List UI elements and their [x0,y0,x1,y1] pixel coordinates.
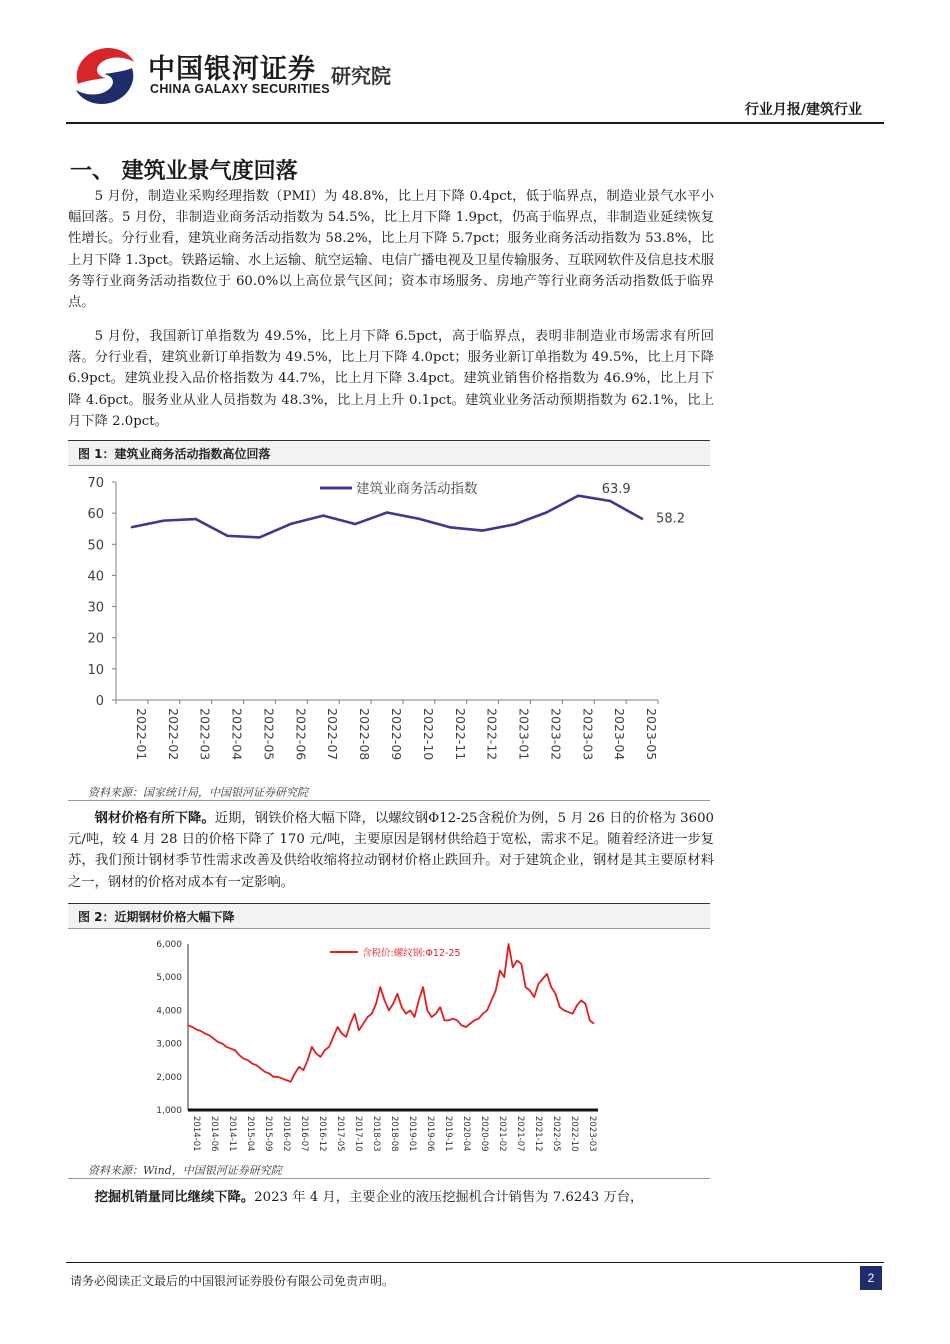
series-line [132,496,642,538]
data-point [258,536,260,538]
data-point [290,523,292,525]
data-point [195,518,197,520]
x-tick-label: 2023-03 [587,1116,597,1152]
x-tick-label: 2022-09 [389,708,404,761]
figure2-title: 图 2：近期钢材价格大幅下降 [78,910,235,924]
excavator-body: 2023 年 4 月，主要企业的液压挖掘机合计销售为 7.6243 万台， [254,1190,644,1205]
y-tick-label: 70 [87,476,104,491]
x-tick-label: 2016-07 [299,1116,309,1152]
y-tick-label: 10 [87,662,104,678]
x-tick-label: 2021-12 [533,1116,543,1152]
data-point [386,511,388,513]
data-point [513,523,515,525]
x-tick-label: 2014-01 [191,1116,201,1152]
x-tick-label: 2022-01 [133,708,149,761]
figure2-bottom-rule [68,1178,710,1179]
x-tick-label: 2022-05 [551,1116,561,1152]
x-tick-label: 2020-04 [461,1116,471,1152]
x-tick-label: 2022-10 [569,1116,579,1152]
legend-label: 建筑业商务活动指数 [356,481,478,497]
data-point [577,495,579,497]
x-tick-label: 2018-03 [371,1116,381,1152]
footer-rule [66,1262,884,1263]
x-tick-label: 2022-12 [484,708,500,761]
x-tick-label: 2015-04 [245,1116,255,1152]
x-tick-label: 2021-07 [515,1116,525,1152]
steel-body: 近期，钢铁价格大幅下降，以螺纹钢Φ12-25含税价为例，5 月 26 日的价格为 3600 元/吨，较 4 月 28 日的价格下降了 170 元/吨，主要原因是钢材供给趋于宽松，需求不足。随着经济进一步复苏，我们预计钢材季节性需求改善及供给收缩将拉动钢材价格止跌回升。对于建筑企业，钢材是其主要原材料之一，钢材的价格对成本有一定影响。 [68,811,715,890]
x-tick-label: 2019-01 [407,1116,417,1152]
excavator-lead: 挖掘机销量同比继续下降。 [94,1190,255,1205]
x-tick-label: 2022-10 [420,708,436,761]
construction-pmi-chart [68,466,710,784]
x-tick-label: 2015-09 [263,1116,273,1152]
company-logo-icon [70,40,140,112]
paragraph-new-orders: 5 月份，我国新订单指数为 49.5%，比上月下降 6.5pct，高于临界点，表明非制造业市场需求有所回落。分行业看，建筑业新订单指数为 49.5%，比上月下降 4.0pct；服务业新订单指数为 49.5%，比上月下降 6.9pct。建筑业投入品价格指数为 44.7%，比上月下降 3.4pct。建筑业销售价格指数为 46.9%，比上月下降 4.6pct。服务业从业人员指数为 48.3%，比上月上升 0.1pct。建筑业业务活动预期指数为 62.1%，比上月下降 2.0pct。 [68,329,714,429]
legend-label: 含税价:螺纹钢:Φ12-25 [362,948,461,959]
x-tick-label: 2022-05 [261,708,277,761]
figure1-bottom-rule [68,800,710,801]
page-number: 2 [860,1266,882,1290]
data-point [163,519,165,521]
y-tick-label: 40 [87,569,104,585]
x-tick-label: 2017-10 [353,1116,363,1152]
data-point [609,500,611,502]
x-tick-label: 2018-08 [389,1116,399,1152]
x-tick-label: 2022-02 [165,708,181,761]
steel-price-chart [130,932,620,1160]
x-tick-label: 2014-11 [227,1116,237,1152]
x-tick-label: 2023-01 [516,708,532,761]
data-label: 58.2 [656,511,686,527]
figure2-title-bar [68,903,710,929]
footer-disclaimer: 请务必阅读正文最后的中国银河证券股份有限公司免责声明。 [70,1274,395,1288]
institute-name: 研究院 [331,64,391,88]
y-tick-label: 30 [87,600,104,616]
x-tick-label: 2016-02 [281,1116,291,1152]
report-type: 行业月报/建筑行业 [744,102,862,118]
x-tick-label: 2016-12 [317,1116,327,1152]
y-tick-label: 60 [87,507,104,523]
company-name-en: CHINA GALAXY SECURITIES [150,82,330,96]
data-point [450,526,452,528]
x-tick-label: 2022-04 [229,708,245,761]
data-point [226,535,228,537]
x-tick-label: 2023-02 [548,708,564,761]
data-point [545,511,547,513]
x-tick-label: 2020-09 [479,1116,489,1152]
x-tick-label: 2022-07 [325,708,341,761]
x-tick-label: 2022-11 [452,708,468,761]
figure1-title-bar [68,440,710,466]
x-tick-label: 2019-06 [425,1116,435,1152]
data-point [418,518,420,520]
y-tick-label: 50 [87,538,104,554]
section-heading: 一、 建筑业景气度回落 [70,159,298,184]
figure1-source: 资料来源：国家统计局，中国银河证券研究院 [88,786,308,799]
figure2-source: 资料来源：Wind，中国银河证券研究院 [88,1164,282,1177]
x-tick-label: 2019-11 [443,1116,453,1152]
y-tick-label: 0 [95,694,104,709]
y-tick-label: 2,000 [156,1072,182,1083]
y-tick-label: 20 [87,631,104,647]
data-point [481,529,483,531]
x-tick-label: 2022-08 [357,708,373,761]
paragraph-pmi: 5 月份，制造业采购经理指数（PMI）为 48.8%，比上月下降 0.4pct，低于临界点，制造业景气水平小幅回落。5 月份，非制造业商务活动指数为 54.5%，比上月下降 1.9pct，仍高于临界点，非制造业延续恢复性增长。分行业看，建筑业商务活动指数为 58.2%，比上月下降 5.7pct；服务业商务活动指数为 53.8%，比上月下降 1.3pct。铁路运输、水上运输、航空运输、电信广播电视及卫星传输服务、互联网软件及信息技术服务等行业商务活动指数位于 60.0%以上高位景气区间；资本市场服务、房地产等行业商务活动指数低于临界点。 [68,189,714,311]
x-tick-label: 2022-03 [197,708,213,761]
steel-lead: 钢材价格有所下降。 [94,811,215,826]
header-rule [66,122,884,124]
data-point [641,518,643,520]
y-tick-label: 1,000 [156,1106,182,1116]
data-point [354,523,356,525]
paragraph-excavator [68,1187,714,1208]
x-tick-label: 2023-04 [612,708,628,761]
data-label: 63.9 [601,481,631,497]
y-tick-label: 6,000 [156,940,182,950]
x-tick-label: 2022-06 [293,708,309,761]
figure1-title: 图 1：建筑业商务活动指数高位回落 [78,447,271,461]
x-tick-label: 2023-03 [580,708,596,761]
data-point [131,526,133,528]
x-tick-label: 2023-05 [644,708,660,761]
y-tick-label: 5,000 [156,973,182,984]
series-line [188,944,594,1082]
y-tick-label: 3,000 [156,1039,182,1050]
company-name-cn: 中国银河证券 [148,54,316,85]
data-point [322,514,324,516]
paragraph-steel [68,808,714,893]
x-tick-label: 2014-06 [209,1116,219,1152]
x-tick-label: 2017-05 [335,1116,345,1152]
y-tick-label: 4,000 [156,1006,182,1017]
x-tick-label: 2021-02 [497,1116,507,1152]
